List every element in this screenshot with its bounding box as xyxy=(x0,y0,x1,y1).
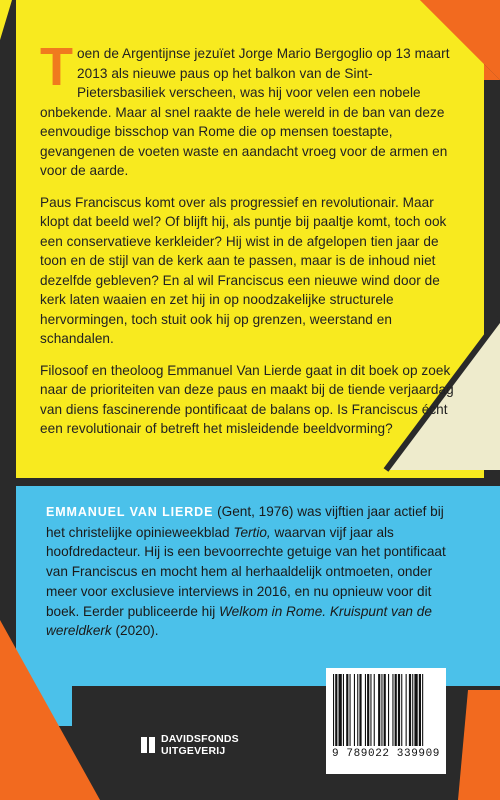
barcode-bar xyxy=(367,674,369,746)
barcode-bar xyxy=(370,674,371,746)
barcode-bar xyxy=(392,674,393,746)
barcode-bar xyxy=(398,674,400,746)
barcode-bar xyxy=(374,674,375,746)
bio-text-2: waarvan vijf jaar als hoofdredacteur. Hij is een bevoorrechte getuige van het pontificaat van Franciscus en mocht hem al herhaaldelijk ontmoeten, onder meer voor exclusieve interviews in 2016, en nu opnieuw voor dit boek. Eerder publiceerde hij xyxy=(46,524,446,619)
barcode-bar xyxy=(395,674,397,746)
blurb-text xyxy=(40,37,460,451)
barcode-bar xyxy=(350,674,351,746)
barcode-bar xyxy=(406,674,407,746)
barcode-bar xyxy=(388,674,389,746)
barcode xyxy=(326,668,446,774)
magazine-title: Tertio, xyxy=(233,524,271,540)
barcode-bar xyxy=(419,674,421,746)
barcode-bar xyxy=(354,674,355,746)
barcode-bar xyxy=(422,674,423,746)
open-book-icon xyxy=(140,735,156,755)
barcode-bar xyxy=(401,674,402,746)
barcode-bar xyxy=(359,674,361,746)
barcode-bar xyxy=(414,674,417,746)
barcode-bar xyxy=(381,674,382,746)
blurb-paragraph-2: Paus Franciscus komt over als progressief en revolutionair. Maar klopt dat beeld wel? Of blijft hij, als puntje bij paaltje komt, toch ook een conservatieve kerkleider? Hij wist in de afgelopen tien jaar de toon en de stijl van de kerk aan te passen, maar is de inhoud niet dezelfde gebleven? En al wil Franciscus een nieuwe wind door de kerk laten waaien en zet hij in op noodzakelijke structurele hervormingen, toch stuit ook hij op grenzen, weerstand en schandalen. xyxy=(40,194,447,346)
publisher-logo xyxy=(140,733,239,757)
dropcap-letter: T xyxy=(40,37,74,97)
publisher-name: DAVIDSFONDS xyxy=(161,733,239,745)
publisher-subname: UITGEVERIJ xyxy=(161,745,226,757)
bio-text-1: (Gent, 1976) was vijftien jaar actief bij het christelijke opinieweekblad xyxy=(46,504,444,540)
barcode-bar xyxy=(333,674,334,746)
blurb-paragraph-1-text: oen de Argentijnse jezuïet Jorge Mario Bergoglio op 13 maart 2013 als nieuwe paus op het balkon van de Sint-Pietersbasiliek verscheen, was hij voor velen een nobele onbekende. Maar al snel raakte de hele wereld in de ban van deze eenvoudige bisschop van Rome die op mensen toestapte, gevangenen de voeten waste en aandacht vroeg voor de armen en voor de aarde. xyxy=(40,46,450,178)
barcode-bar xyxy=(346,674,348,746)
author-bio xyxy=(46,502,466,641)
barcode-bar xyxy=(335,674,337,746)
bio-text-3: (2020). xyxy=(111,623,159,639)
blurb-paragraph-3: Filosoof en theoloog Emmanuel Van Lierde gaat in dit boek op zoek naar de prioriteiten van deze paus en maakt bij de tiende verjaardag van diens fascinerende pontificaat de balans op. Is Franciscus écht een revolutionair of betreft het misleidende beeldvorming? xyxy=(40,362,454,436)
barcode-bar xyxy=(343,674,344,746)
author-name: EMMANUEL VAN LIERDE xyxy=(46,505,214,519)
previous-book-title: Welkom in Rome. Kruispunt van de wereldkerk xyxy=(46,603,432,639)
barcode-bar xyxy=(339,674,342,746)
barcode-bar xyxy=(378,674,380,746)
isbn-number: 9 789022 339909 xyxy=(331,748,441,760)
barcode-bar xyxy=(365,674,366,746)
barcode-bar xyxy=(384,674,386,746)
barcode-bar xyxy=(412,674,413,746)
barcode-bar xyxy=(357,674,358,746)
barcode-bars xyxy=(333,674,439,746)
blurb-paragraph-1 xyxy=(40,37,460,181)
barcode-bar xyxy=(409,674,411,746)
